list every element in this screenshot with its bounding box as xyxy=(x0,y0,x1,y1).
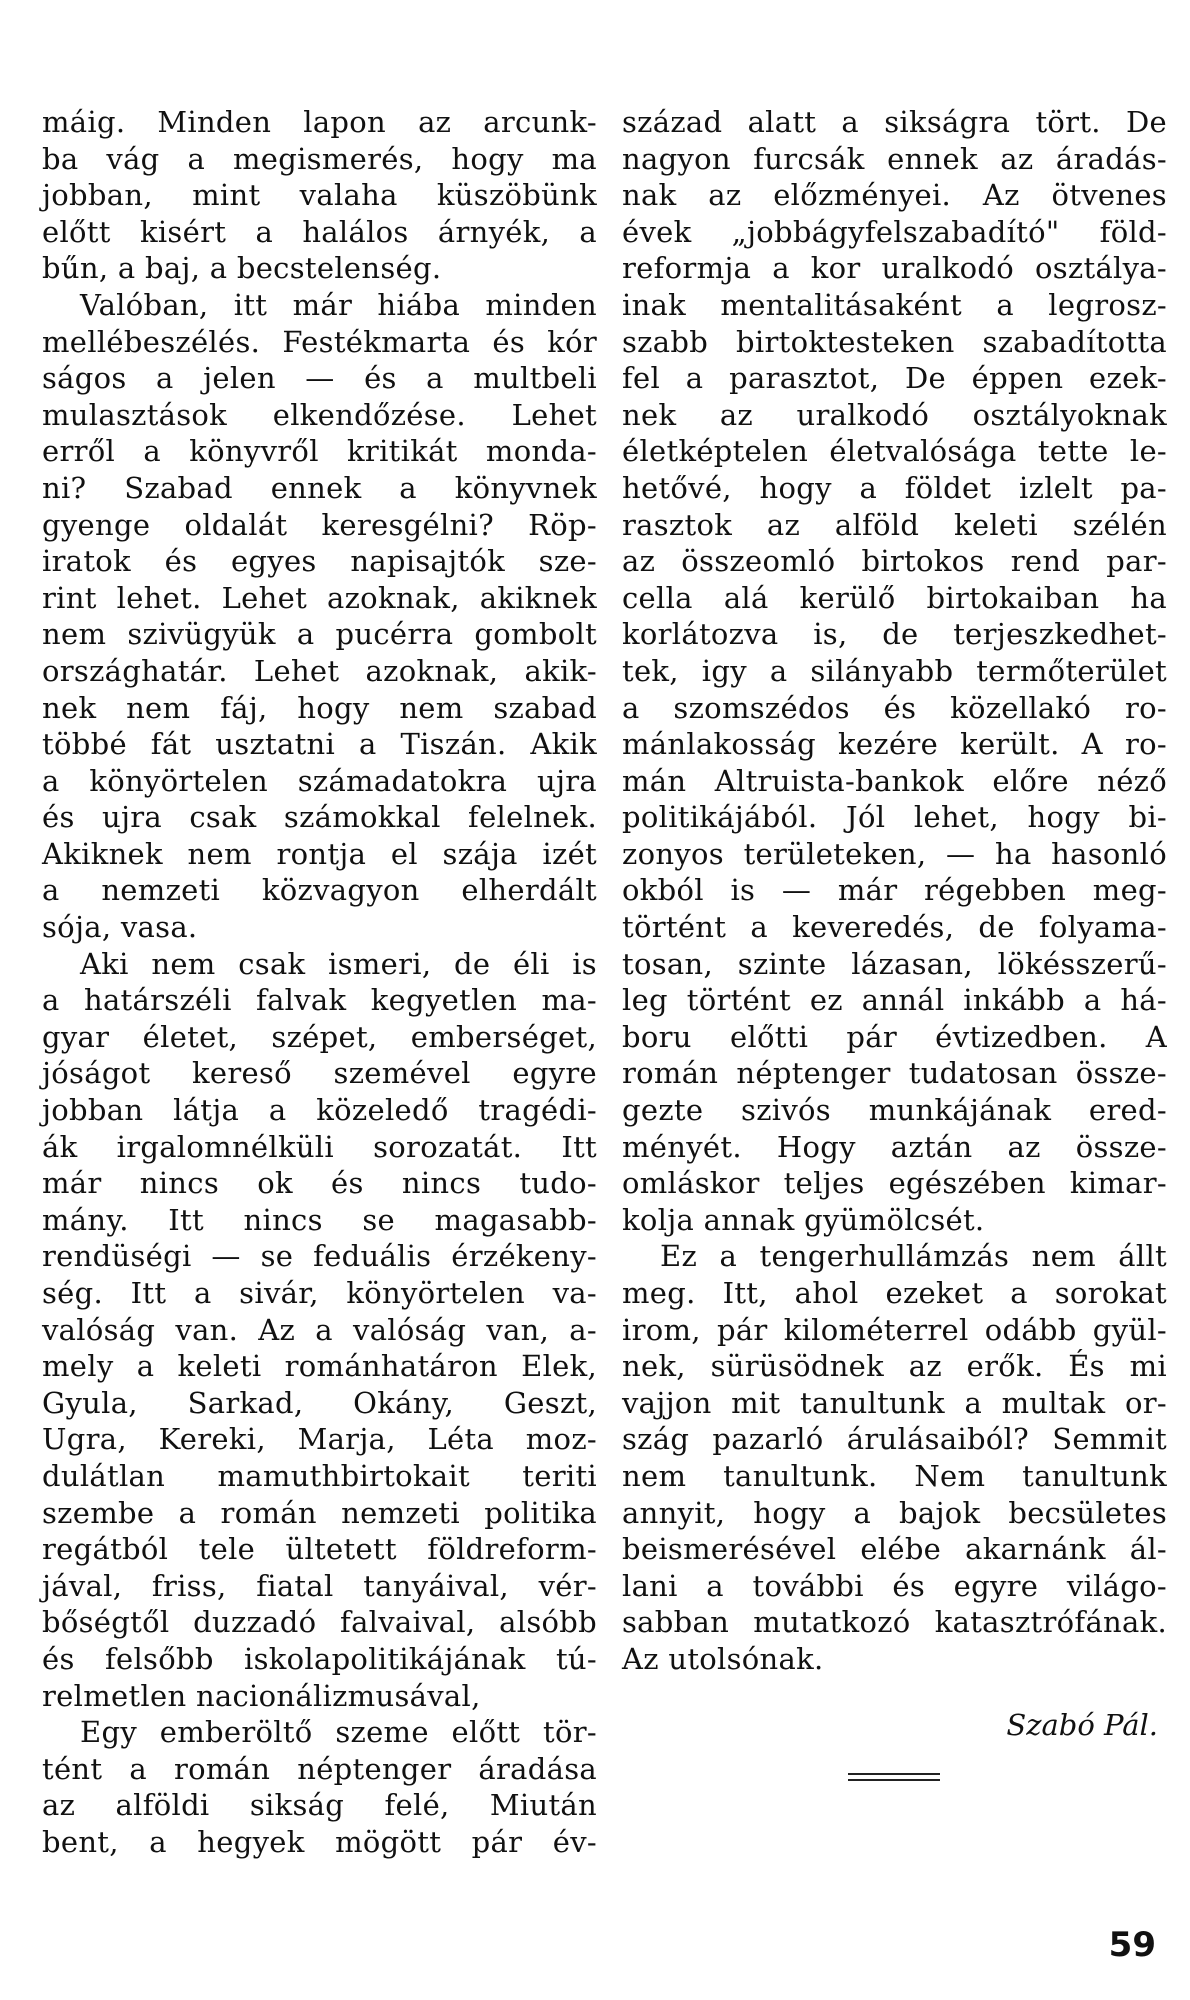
text-line: Az utolsónak. xyxy=(622,1641,824,1676)
text-line: gezte szivós munkájának ered- xyxy=(622,1093,1167,1128)
text-line: dulátlan mamuthbirtokait teriti xyxy=(42,1458,597,1493)
text-line: életképtelen életvalósága tette le- xyxy=(622,434,1167,469)
text-line: meg. Itt, ahol ezeket a sorokat xyxy=(622,1276,1167,1310)
text-line: nak az előzményei. Az ötvenes xyxy=(622,178,1167,213)
text-line: és felsőbb iskolapolitikájának tú- xyxy=(42,1641,597,1676)
page-number: 59 xyxy=(1108,1925,1156,1965)
text-line: Akiknek nem rontja el szája izét xyxy=(42,836,597,871)
text-line: nagyon furcsák ennek az áradás- xyxy=(622,141,1167,176)
text-line: rendüségi — se feduális érzékeny- xyxy=(42,1239,597,1274)
text-line: leg történt ez annál inkább a há- xyxy=(622,983,1167,1018)
text-line: Ez a tengerhullámzás nem állt xyxy=(660,1239,1167,1274)
text-line: a nemzeti közvagyon elherdált xyxy=(42,873,597,908)
text-line: okból is — már régebben meg- xyxy=(622,873,1167,908)
text-line: fel a parasztot, De éppen ezek- xyxy=(622,361,1167,396)
text-line: rasztok az alföld keleti szélén xyxy=(622,507,1167,542)
text-line: gyenge oldalát keresgélni? Röp- xyxy=(42,507,597,542)
text-line: valóság van. Az a valóság van, a- xyxy=(42,1312,597,1347)
author-signature: Szabó Pál. xyxy=(1006,1708,1158,1742)
right-text-column xyxy=(622,104,1167,1678)
text-line: Ugra, Kereki, Marja, Léta moz- xyxy=(42,1422,597,1457)
text-line: relmetlen nacionálizmusával, xyxy=(42,1678,481,1713)
text-line: román néptenger tudatosan össze- xyxy=(622,1056,1167,1091)
text-line: a határszéli falvak kegyetlen ma- xyxy=(42,983,597,1018)
text-line: erről a könyvről kritikát monda- xyxy=(42,434,597,469)
text-line: nem szivügyük a pucérra gombolt xyxy=(42,617,597,652)
text-line: mány. Itt nincs se magasabb- xyxy=(42,1202,597,1237)
left-text-column xyxy=(42,104,597,1861)
text-line: sabban mutatkozó katasztrófának. xyxy=(622,1605,1167,1640)
text-line: az összeomló birtokos rend par- xyxy=(622,544,1167,579)
section-divider xyxy=(848,1773,940,1781)
text-line: bőségtől duzzadó falvaival, alsóbb xyxy=(42,1605,597,1640)
text-line: a szomszédos és közellakó ro- xyxy=(622,690,1167,725)
text-line: vajjon mit tanultunk a multak or- xyxy=(622,1385,1167,1420)
text-line: jobban látja a közeledő tragédi- xyxy=(42,1093,597,1128)
text-line: az alföldi sikság felé, Miután xyxy=(42,1788,597,1823)
text-line: irom, pár kilométerrel odább gyül- xyxy=(622,1312,1167,1347)
text-line: sója, vasa. xyxy=(42,910,198,945)
text-line: nem tanultunk. Nem tanultunk xyxy=(622,1458,1167,1493)
text-line: ák irgalomnélküli sorozatát. Itt xyxy=(42,1129,597,1164)
text-line: annyit, hogy a bajok becsületes xyxy=(622,1495,1167,1530)
text-line: Gyula, Sarkad, Okány, Geszt, xyxy=(42,1385,597,1420)
text-line: Aki nem csak ismeri, de éli is xyxy=(80,946,597,981)
text-line: tént a román néptenger áradása xyxy=(42,1751,597,1786)
text-line: nek nem fáj, hogy nem szabad xyxy=(42,690,597,725)
text-line: máig. Minden lapon az arcunk- xyxy=(42,105,597,139)
text-line: előtt kisért a halálos árnyék, a xyxy=(42,214,597,249)
text-line: a könyörtelen számadatokra ujra xyxy=(42,763,597,798)
text-line: ságos a jelen — és a multbeli xyxy=(42,361,597,396)
text-line: szág pazarló árulásaiból? Semmit xyxy=(622,1422,1167,1457)
text-line: kolja annak gyümölcsét. xyxy=(622,1202,985,1237)
text-line: jobban, mint valaha küszöbünk xyxy=(42,178,597,213)
text-line: omláskor teljes egészében kimar- xyxy=(622,1166,1167,1201)
text-line: országhatár. Lehet azoknak, akik- xyxy=(42,653,597,688)
text-line: század alatt a sikságra tört. De xyxy=(622,105,1167,139)
text-line: mellébeszélés. Festékmarta és kór xyxy=(42,324,597,359)
text-line: zonyos területeken, — ha hasonló xyxy=(622,836,1167,871)
text-line: és ujra csak számokkal felelnek. xyxy=(42,800,597,835)
text-line: ba vág a megismerés, hogy ma xyxy=(42,141,597,176)
text-line: Egy emberöltő szeme előtt tör- xyxy=(80,1715,597,1750)
text-line: jóságot kereső szemével egyre xyxy=(42,1056,597,1091)
text-line: boru előtti pár évtizedben. A xyxy=(622,1019,1167,1054)
text-line: többé fát usztatni a Tiszán. Akik xyxy=(42,727,597,762)
text-line: reformja a kor uralkodó osztálya- xyxy=(622,251,1167,286)
text-line: jával, friss, fiatal tanyáival, vér- xyxy=(42,1568,597,1603)
text-line: cella alá kerülő birtokaiban ha xyxy=(622,580,1167,615)
text-line: évek „jobbágyfelszabadító" föld- xyxy=(622,214,1167,249)
text-line: bent, a hegyek mögött pár év- xyxy=(42,1824,597,1859)
text-line: mán Altruista-bankok előre néző xyxy=(622,763,1167,798)
text-line: ség. Itt a sivár, könyörtelen va- xyxy=(42,1276,597,1310)
text-line: beismerésével elébe akarnánk ál- xyxy=(622,1532,1167,1567)
text-line: mánlakosság kezére került. A ro- xyxy=(622,727,1167,762)
text-line: ményét. Hogy aztán az össze- xyxy=(622,1129,1167,1164)
text-line: tek, igy a silányabb termőterület xyxy=(622,653,1167,688)
text-line: szabb birtoktesteken szabadította xyxy=(622,324,1167,359)
text-line: szembe a román nemzeti politika xyxy=(42,1495,597,1530)
text-line: nek, sürüsödnek az erők. És mi xyxy=(622,1349,1167,1384)
text-line: már nincs ok és nincs tudo- xyxy=(42,1166,597,1201)
text-line: mely a keleti románhatáron Elek, xyxy=(42,1349,597,1384)
text-line: politikájából. Jól lehet, hogy bi- xyxy=(622,800,1167,835)
text-line: nek az uralkodó osztályoknak xyxy=(622,397,1167,432)
text-line: mulasztások elkendőzése. Lehet xyxy=(42,397,597,432)
text-line: inak mentalitásaként a legrosz- xyxy=(622,287,1167,322)
text-line: regátból tele ültetett földreform- xyxy=(42,1532,597,1567)
text-line: Valóban, itt már hiába minden xyxy=(80,287,597,322)
text-line: iratok és egyes napisajtók sze- xyxy=(42,544,597,579)
text-line: bűn, a baj, a becstelenség. xyxy=(42,251,442,286)
text-line: korlátozva is, de terjeszkedhet- xyxy=(622,617,1167,652)
text-line: tosan, szinte lázasan, lökésszerű- xyxy=(622,946,1167,981)
text-line: gyar életet, szépet, emberséget, xyxy=(42,1019,597,1054)
text-line: történt a keveredés, de folyama- xyxy=(622,910,1167,945)
text-line: rint lehet. Lehet azoknak, akiknek xyxy=(42,580,597,615)
text-line: hetővé, hogy a földet izlelt pa- xyxy=(622,470,1167,505)
text-line: lani a további és egyre világo- xyxy=(622,1568,1167,1603)
text-line: ni? Szabad ennek a könyvnek xyxy=(42,470,597,505)
